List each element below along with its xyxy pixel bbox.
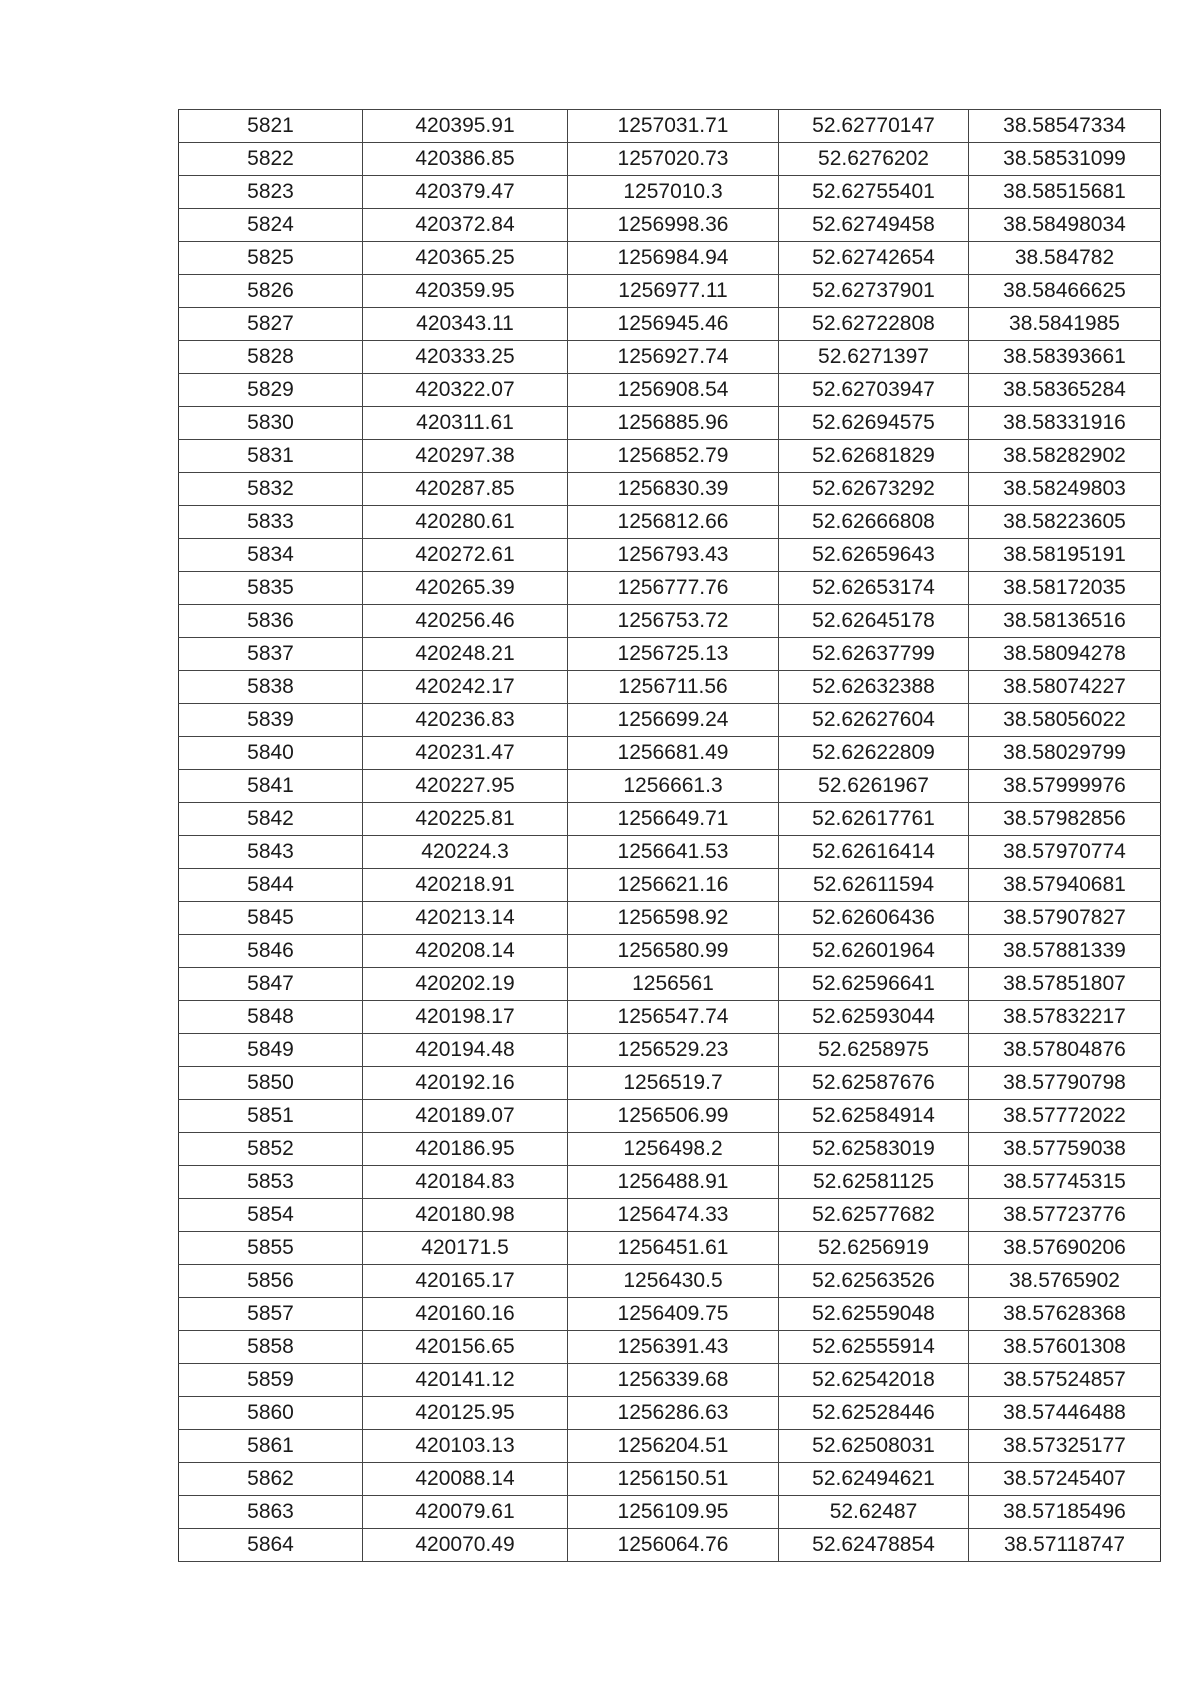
latitude-cell: 52.62627604 [779, 704, 969, 737]
latitude-cell: 52.62666808 [779, 506, 969, 539]
longitude-cell: 38.5841985 [969, 308, 1161, 341]
point-number-cell: 5862 [179, 1463, 363, 1496]
table-row [179, 704, 1161, 737]
x-coordinate-cell: 420225.81 [363, 803, 568, 836]
point-number-cell: 5854 [179, 1199, 363, 1232]
point-number-cell: 5852 [179, 1133, 363, 1166]
y-coordinate-cell: 1256641.53 [568, 836, 779, 869]
table-row [179, 572, 1161, 605]
point-number-cell: 5861 [179, 1430, 363, 1463]
table-row [179, 1397, 1161, 1430]
y-coordinate-cell: 1257010.3 [568, 176, 779, 209]
latitude-cell: 52.6271397 [779, 341, 969, 374]
longitude-cell: 38.58029799 [969, 737, 1161, 770]
longitude-cell: 38.57723776 [969, 1199, 1161, 1232]
table-row [179, 1265, 1161, 1298]
y-coordinate-cell: 1256498.2 [568, 1133, 779, 1166]
longitude-cell: 38.57982856 [969, 803, 1161, 836]
longitude-cell: 38.58547334 [969, 110, 1161, 143]
y-coordinate-cell: 1256204.51 [568, 1430, 779, 1463]
table-row [179, 605, 1161, 638]
point-number-cell: 5831 [179, 440, 363, 473]
point-number-cell: 5832 [179, 473, 363, 506]
x-coordinate-cell: 420272.61 [363, 539, 568, 572]
point-number-cell: 5856 [179, 1265, 363, 1298]
x-coordinate-cell: 420287.85 [363, 473, 568, 506]
table-row [179, 1001, 1161, 1034]
longitude-cell: 38.57881339 [969, 935, 1161, 968]
point-number-cell: 5857 [179, 1298, 363, 1331]
latitude-cell: 52.62555914 [779, 1331, 969, 1364]
latitude-cell: 52.62581125 [779, 1166, 969, 1199]
point-number-cell: 5827 [179, 308, 363, 341]
latitude-cell: 52.62632388 [779, 671, 969, 704]
longitude-cell: 38.57759038 [969, 1133, 1161, 1166]
x-coordinate-cell: 420242.17 [363, 671, 568, 704]
latitude-cell: 52.62542018 [779, 1364, 969, 1397]
y-coordinate-cell: 1256598.92 [568, 902, 779, 935]
point-number-cell: 5851 [179, 1100, 363, 1133]
point-number-cell: 5833 [179, 506, 363, 539]
y-coordinate-cell: 1256661.3 [568, 770, 779, 803]
x-coordinate-cell: 420160.16 [363, 1298, 568, 1331]
latitude-cell: 52.62487 [779, 1496, 969, 1529]
x-coordinate-cell: 420208.14 [363, 935, 568, 968]
y-coordinate-cell: 1256430.5 [568, 1265, 779, 1298]
point-number-cell: 5864 [179, 1529, 363, 1562]
longitude-cell: 38.57745315 [969, 1166, 1161, 1199]
y-coordinate-cell: 1256474.33 [568, 1199, 779, 1232]
x-coordinate-cell: 420180.98 [363, 1199, 568, 1232]
x-coordinate-cell: 420322.07 [363, 374, 568, 407]
y-coordinate-cell: 1257020.73 [568, 143, 779, 176]
latitude-cell: 52.62478854 [779, 1529, 969, 1562]
y-coordinate-cell: 1256286.63 [568, 1397, 779, 1430]
y-coordinate-cell: 1256391.43 [568, 1331, 779, 1364]
x-coordinate-cell: 420333.25 [363, 341, 568, 374]
latitude-cell: 52.62494621 [779, 1463, 969, 1496]
x-coordinate-cell: 420395.91 [363, 110, 568, 143]
x-coordinate-cell: 420231.47 [363, 737, 568, 770]
longitude-cell: 38.584782 [969, 242, 1161, 275]
table-row [179, 638, 1161, 671]
longitude-cell: 38.58056022 [969, 704, 1161, 737]
point-number-cell: 5822 [179, 143, 363, 176]
x-coordinate-cell: 420141.12 [363, 1364, 568, 1397]
x-coordinate-cell: 420171.5 [363, 1232, 568, 1265]
point-number-cell: 5843 [179, 836, 363, 869]
table-row [179, 308, 1161, 341]
point-number-cell: 5841 [179, 770, 363, 803]
point-number-cell: 5853 [179, 1166, 363, 1199]
x-coordinate-cell: 420236.83 [363, 704, 568, 737]
y-coordinate-cell: 1256547.74 [568, 1001, 779, 1034]
table-row [179, 770, 1161, 803]
latitude-cell: 52.62601964 [779, 935, 969, 968]
x-coordinate-cell: 420194.48 [363, 1034, 568, 1067]
x-coordinate-cell: 420218.91 [363, 869, 568, 902]
latitude-cell: 52.62703947 [779, 374, 969, 407]
latitude-cell: 52.62749458 [779, 209, 969, 242]
point-number-cell: 5837 [179, 638, 363, 671]
point-number-cell: 5839 [179, 704, 363, 737]
x-coordinate-cell: 420202.19 [363, 968, 568, 1001]
table-row [179, 176, 1161, 209]
point-number-cell: 5825 [179, 242, 363, 275]
y-coordinate-cell: 1256711.56 [568, 671, 779, 704]
y-coordinate-cell: 1256793.43 [568, 539, 779, 572]
longitude-cell: 38.57832217 [969, 1001, 1161, 1034]
y-coordinate-cell: 1256621.16 [568, 869, 779, 902]
longitude-cell: 38.57907827 [969, 902, 1161, 935]
table-row [179, 1430, 1161, 1463]
longitude-cell: 38.58531099 [969, 143, 1161, 176]
x-coordinate-cell: 420088.14 [363, 1463, 568, 1496]
table-row [179, 209, 1161, 242]
longitude-cell: 38.57851807 [969, 968, 1161, 1001]
point-number-cell: 5828 [179, 341, 363, 374]
point-number-cell: 5859 [179, 1364, 363, 1397]
x-coordinate-cell: 420256.46 [363, 605, 568, 638]
y-coordinate-cell: 1256649.71 [568, 803, 779, 836]
table-row [179, 1364, 1161, 1397]
y-coordinate-cell: 1256529.23 [568, 1034, 779, 1067]
latitude-cell: 52.62755401 [779, 176, 969, 209]
x-coordinate-cell: 420248.21 [363, 638, 568, 671]
point-number-cell: 5829 [179, 374, 363, 407]
table-row [179, 935, 1161, 968]
y-coordinate-cell: 1256064.76 [568, 1529, 779, 1562]
longitude-cell: 38.57772022 [969, 1100, 1161, 1133]
longitude-cell: 38.57804876 [969, 1034, 1161, 1067]
point-number-cell: 5863 [179, 1496, 363, 1529]
latitude-cell: 52.62617761 [779, 803, 969, 836]
x-coordinate-cell: 420184.83 [363, 1166, 568, 1199]
latitude-cell: 52.62563526 [779, 1265, 969, 1298]
x-coordinate-cell: 420156.65 [363, 1331, 568, 1364]
longitude-cell: 38.58136516 [969, 605, 1161, 638]
y-coordinate-cell: 1256409.75 [568, 1298, 779, 1331]
table-row [179, 1298, 1161, 1331]
latitude-cell: 52.62742654 [779, 242, 969, 275]
table-row [179, 1463, 1161, 1496]
latitude-cell: 52.6258975 [779, 1034, 969, 1067]
longitude-cell: 38.58223605 [969, 506, 1161, 539]
x-coordinate-cell: 420103.13 [363, 1430, 568, 1463]
table-row [179, 275, 1161, 308]
point-number-cell: 5848 [179, 1001, 363, 1034]
longitude-cell: 38.57940681 [969, 869, 1161, 902]
latitude-cell: 52.62645178 [779, 605, 969, 638]
y-coordinate-cell: 1256812.66 [568, 506, 779, 539]
longitude-cell: 38.57601308 [969, 1331, 1161, 1364]
latitude-cell: 52.62722808 [779, 308, 969, 341]
longitude-cell: 38.58195191 [969, 539, 1161, 572]
table-row [179, 1034, 1161, 1067]
point-number-cell: 5840 [179, 737, 363, 770]
point-number-cell: 5834 [179, 539, 363, 572]
table-row [179, 374, 1161, 407]
point-number-cell: 5842 [179, 803, 363, 836]
y-coordinate-cell: 1256885.96 [568, 407, 779, 440]
table-row [179, 539, 1161, 572]
longitude-cell: 38.58393661 [969, 341, 1161, 374]
point-number-cell: 5855 [179, 1232, 363, 1265]
y-coordinate-cell: 1256451.61 [568, 1232, 779, 1265]
point-number-cell: 5838 [179, 671, 363, 704]
longitude-cell: 38.58172035 [969, 572, 1161, 605]
y-coordinate-cell: 1256777.76 [568, 572, 779, 605]
longitude-cell: 38.57325177 [969, 1430, 1161, 1463]
point-number-cell: 5823 [179, 176, 363, 209]
y-coordinate-cell: 1256109.95 [568, 1496, 779, 1529]
y-coordinate-cell: 1256927.74 [568, 341, 779, 374]
table-row [179, 1496, 1161, 1529]
point-number-cell: 5836 [179, 605, 363, 638]
y-coordinate-cell: 1257031.71 [568, 110, 779, 143]
latitude-cell: 52.62681829 [779, 440, 969, 473]
y-coordinate-cell: 1256580.99 [568, 935, 779, 968]
x-coordinate-cell: 420359.95 [363, 275, 568, 308]
longitude-cell: 38.58249803 [969, 473, 1161, 506]
table-row [179, 671, 1161, 704]
coordinates-table [178, 109, 1161, 1562]
coordinates-table-body [179, 110, 1161, 1562]
longitude-cell: 38.5765902 [969, 1265, 1161, 1298]
x-coordinate-cell: 420189.07 [363, 1100, 568, 1133]
y-coordinate-cell: 1256852.79 [568, 440, 779, 473]
table-row [179, 110, 1161, 143]
point-number-cell: 5830 [179, 407, 363, 440]
x-coordinate-cell: 420198.17 [363, 1001, 568, 1034]
latitude-cell: 52.62659643 [779, 539, 969, 572]
x-coordinate-cell: 420224.3 [363, 836, 568, 869]
point-number-cell: 5824 [179, 209, 363, 242]
latitude-cell: 52.62622809 [779, 737, 969, 770]
latitude-cell: 52.6261967 [779, 770, 969, 803]
longitude-cell: 38.57628368 [969, 1298, 1161, 1331]
latitude-cell: 52.6256919 [779, 1232, 969, 1265]
x-coordinate-cell: 420343.11 [363, 308, 568, 341]
x-coordinate-cell: 420311.61 [363, 407, 568, 440]
table-row [179, 1529, 1161, 1562]
latitude-cell: 52.62606436 [779, 902, 969, 935]
table-row [179, 440, 1161, 473]
y-coordinate-cell: 1256150.51 [568, 1463, 779, 1496]
y-coordinate-cell: 1256830.39 [568, 473, 779, 506]
longitude-cell: 38.57118747 [969, 1529, 1161, 1562]
table-row [179, 1133, 1161, 1166]
point-number-cell: 5846 [179, 935, 363, 968]
longitude-cell: 38.58282902 [969, 440, 1161, 473]
table-row [179, 902, 1161, 935]
latitude-cell: 52.62577682 [779, 1199, 969, 1232]
latitude-cell: 52.62559048 [779, 1298, 969, 1331]
longitude-cell: 38.57185496 [969, 1496, 1161, 1529]
y-coordinate-cell: 1256339.68 [568, 1364, 779, 1397]
y-coordinate-cell: 1256506.99 [568, 1100, 779, 1133]
latitude-cell: 52.62583019 [779, 1133, 969, 1166]
x-coordinate-cell: 420213.14 [363, 902, 568, 935]
x-coordinate-cell: 420297.38 [363, 440, 568, 473]
point-number-cell: 5858 [179, 1331, 363, 1364]
latitude-cell: 52.62653174 [779, 572, 969, 605]
point-number-cell: 5835 [179, 572, 363, 605]
latitude-cell: 52.62616414 [779, 836, 969, 869]
longitude-cell: 38.58074227 [969, 671, 1161, 704]
latitude-cell: 52.62596641 [779, 968, 969, 1001]
table-row [179, 1199, 1161, 1232]
latitude-cell: 52.62593044 [779, 1001, 969, 1034]
table-row [179, 1067, 1161, 1100]
latitude-cell: 52.62737901 [779, 275, 969, 308]
x-coordinate-cell: 420386.85 [363, 143, 568, 176]
latitude-cell: 52.62694575 [779, 407, 969, 440]
latitude-cell: 52.62611594 [779, 869, 969, 902]
x-coordinate-cell: 420365.25 [363, 242, 568, 275]
point-number-cell: 5849 [179, 1034, 363, 1067]
y-coordinate-cell: 1256699.24 [568, 704, 779, 737]
point-number-cell: 5845 [179, 902, 363, 935]
table-row [179, 341, 1161, 374]
table-row [179, 1166, 1161, 1199]
y-coordinate-cell: 1256561 [568, 968, 779, 1001]
table-row [179, 836, 1161, 869]
y-coordinate-cell: 1256945.46 [568, 308, 779, 341]
table-row [179, 869, 1161, 902]
latitude-cell: 52.62587676 [779, 1067, 969, 1100]
point-number-cell: 5826 [179, 275, 363, 308]
table-row [179, 242, 1161, 275]
table-row [179, 1331, 1161, 1364]
longitude-cell: 38.58466625 [969, 275, 1161, 308]
point-number-cell: 5850 [179, 1067, 363, 1100]
x-coordinate-cell: 420280.61 [363, 506, 568, 539]
y-coordinate-cell: 1256753.72 [568, 605, 779, 638]
y-coordinate-cell: 1256998.36 [568, 209, 779, 242]
x-coordinate-cell: 420070.49 [363, 1529, 568, 1562]
point-number-cell: 5847 [179, 968, 363, 1001]
x-coordinate-cell: 420192.16 [363, 1067, 568, 1100]
x-coordinate-cell: 420186.95 [363, 1133, 568, 1166]
table-row [179, 1232, 1161, 1265]
point-number-cell: 5821 [179, 110, 363, 143]
longitude-cell: 38.58498034 [969, 209, 1161, 242]
table-row [179, 506, 1161, 539]
longitude-cell: 38.58094278 [969, 638, 1161, 671]
y-coordinate-cell: 1256519.7 [568, 1067, 779, 1100]
table-row [179, 407, 1161, 440]
x-coordinate-cell: 420125.95 [363, 1397, 568, 1430]
latitude-cell: 52.62637799 [779, 638, 969, 671]
longitude-cell: 38.57524857 [969, 1364, 1161, 1397]
x-coordinate-cell: 420227.95 [363, 770, 568, 803]
point-number-cell: 5860 [179, 1397, 363, 1430]
longitude-cell: 38.58515681 [969, 176, 1161, 209]
y-coordinate-cell: 1256681.49 [568, 737, 779, 770]
y-coordinate-cell: 1256725.13 [568, 638, 779, 671]
y-coordinate-cell: 1256488.91 [568, 1166, 779, 1199]
latitude-cell: 52.62584914 [779, 1100, 969, 1133]
latitude-cell: 52.62770147 [779, 110, 969, 143]
x-coordinate-cell: 420165.17 [363, 1265, 568, 1298]
y-coordinate-cell: 1256977.11 [568, 275, 779, 308]
x-coordinate-cell: 420372.84 [363, 209, 568, 242]
y-coordinate-cell: 1256984.94 [568, 242, 779, 275]
table-row [179, 803, 1161, 836]
longitude-cell: 38.58365284 [969, 374, 1161, 407]
latitude-cell: 52.62673292 [779, 473, 969, 506]
longitude-cell: 38.57970774 [969, 836, 1161, 869]
table-row [179, 968, 1161, 1001]
x-coordinate-cell: 420379.47 [363, 176, 568, 209]
latitude-cell: 52.62528446 [779, 1397, 969, 1430]
x-coordinate-cell: 420265.39 [363, 572, 568, 605]
longitude-cell: 38.57446488 [969, 1397, 1161, 1430]
table-row [179, 1100, 1161, 1133]
longitude-cell: 38.57790798 [969, 1067, 1161, 1100]
latitude-cell: 52.62508031 [779, 1430, 969, 1463]
latitude-cell: 52.6276202 [779, 143, 969, 176]
table-row [179, 143, 1161, 176]
longitude-cell: 38.57245407 [969, 1463, 1161, 1496]
y-coordinate-cell: 1256908.54 [568, 374, 779, 407]
longitude-cell: 38.57999976 [969, 770, 1161, 803]
table-row [179, 737, 1161, 770]
x-coordinate-cell: 420079.61 [363, 1496, 568, 1529]
point-number-cell: 5844 [179, 869, 363, 902]
longitude-cell: 38.58331916 [969, 407, 1161, 440]
longitude-cell: 38.57690206 [969, 1232, 1161, 1265]
table-row [179, 473, 1161, 506]
